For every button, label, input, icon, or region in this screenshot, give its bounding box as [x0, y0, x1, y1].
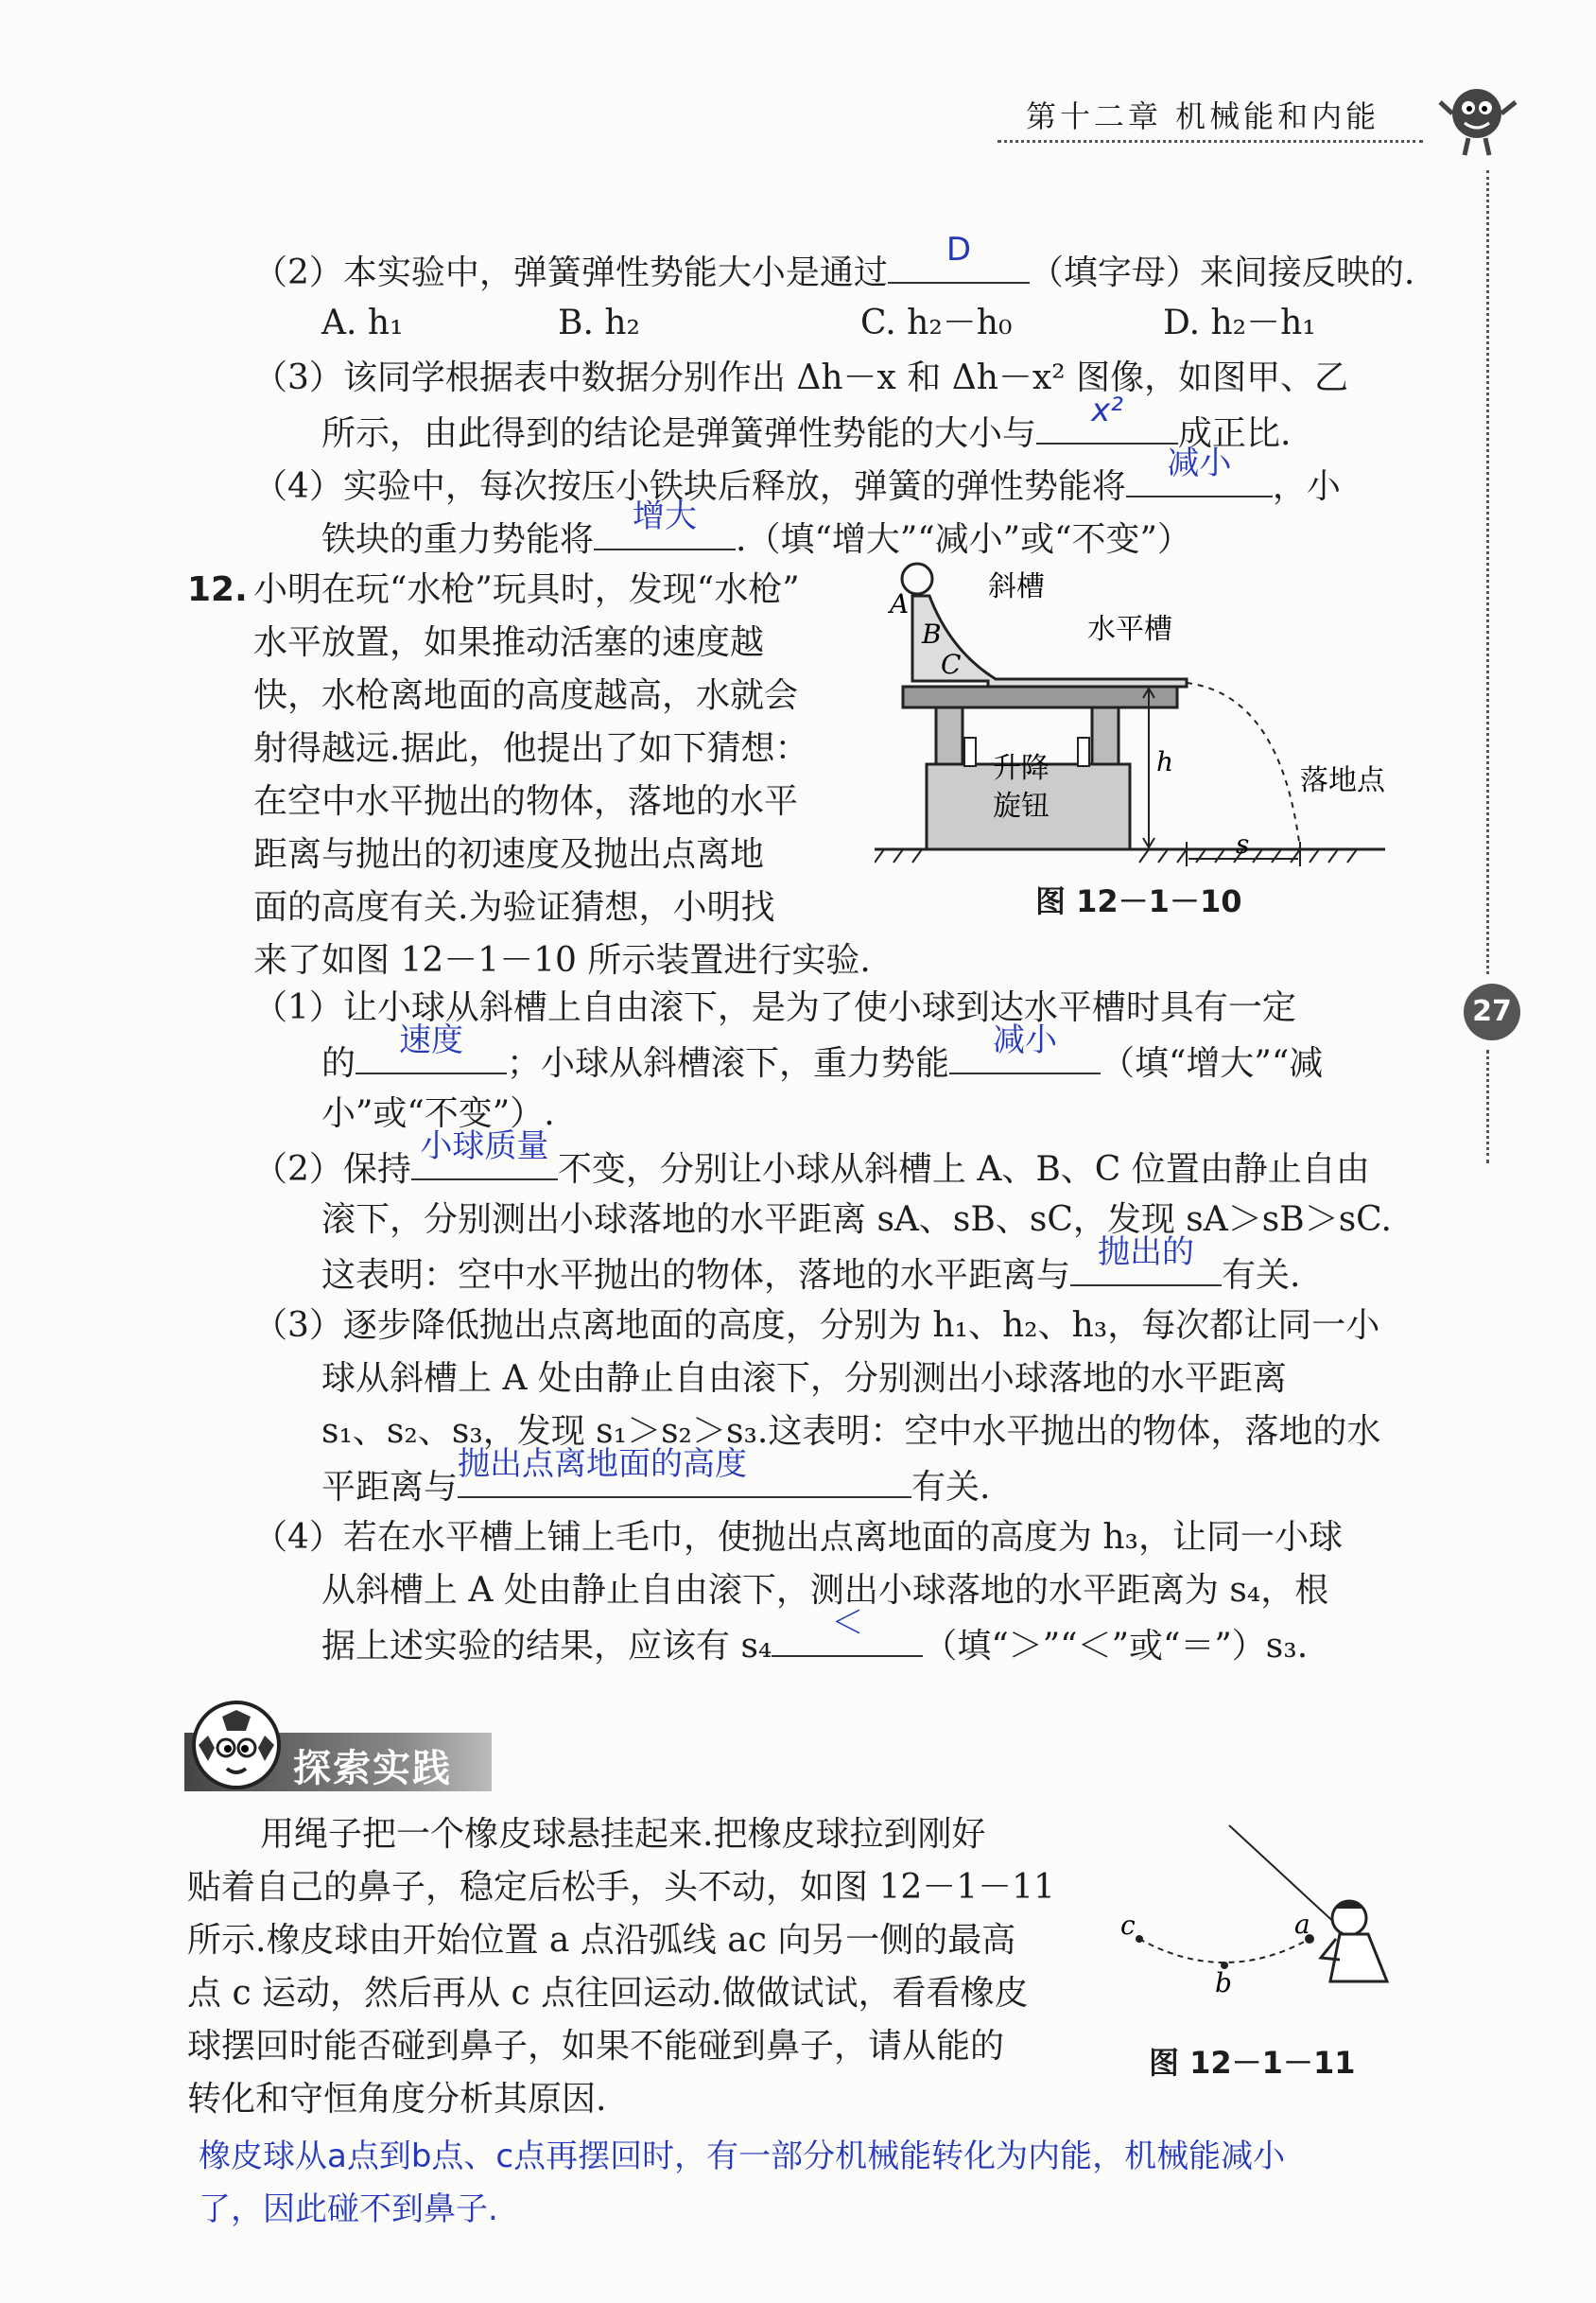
header-divider: [998, 140, 1423, 143]
margin-divider-lower: [1486, 1050, 1489, 1163]
table-top: [903, 687, 1177, 707]
q11-p4-answer1: 减小: [1167, 445, 1232, 482]
football-mascot-icon: [184, 1693, 288, 1797]
q11-option-c: C. h₂－h₀: [860, 304, 1013, 342]
q12-part2-line1: [253, 1127, 1370, 1193]
q11-option-d: D. h₂－h₁: [1163, 304, 1316, 342]
q12-part3-line2: 球从斜槽上 A 处由静止自由滚下，分别测出小球落地的水平距离: [321, 1359, 1287, 1398]
q12-p4-answer: ＜: [831, 1604, 864, 1642]
q12-intro-2: 水平放置，如果推动活塞的速度越: [253, 623, 765, 662]
table-leg-left: [936, 707, 963, 764]
q11-p3-answer: x²: [1091, 392, 1123, 429]
trajectory: [1187, 683, 1300, 849]
person-body: [1330, 1934, 1387, 1981]
label-B: B: [922, 619, 942, 650]
figure-12-1-11: [1120, 1806, 1414, 1996]
label-channel: 水平槽: [1087, 613, 1172, 646]
q12-p2-answer2: 抛出的: [1098, 1233, 1195, 1271]
q12-p4-text-b: （填“＞”“＜”或“＝”）s₃.: [923, 1627, 1309, 1666]
q12-p2-blank2: [1070, 1233, 1222, 1286]
q12-part3-line1: （3）逐步降低抛出点离地面的高度，分别为 h₁、h₂、h₃，每次都让同一小: [253, 1306, 1380, 1345]
q11-p4-answer2: 增大: [633, 497, 698, 535]
label-s: s: [1236, 829, 1250, 860]
q12-part2-line3: [321, 1233, 1301, 1299]
q11-p4-blank1: [1126, 445, 1273, 497]
q12-intro-3: 快，水枪离地面的高度越高，水就会: [253, 676, 799, 715]
label-h: h: [1156, 746, 1174, 777]
section-title: 探索实践: [293, 1747, 452, 1790]
q12-p4-blank: [772, 1604, 923, 1657]
q11-part2-line: [253, 231, 1415, 296]
label-C: C: [941, 649, 962, 680]
label-knob-2: 旋钮: [993, 790, 1050, 823]
q12-part1-line2: [321, 1021, 1324, 1087]
margin-divider: [1486, 170, 1489, 974]
q11-p2-text-a: （2）本实验中，弹簧弹性势能大小是通过: [253, 253, 888, 292]
q11-p4-text-b: ，小: [1272, 467, 1341, 506]
q11-p2-answer: D: [945, 231, 971, 269]
q11-p2-text-b: （填字母）来间接反映的.: [1029, 253, 1415, 292]
q12-p2-text-a: （2）保持: [253, 1150, 411, 1189]
q11-p4-text-c: 铁块的重力势能将: [321, 520, 595, 559]
label-chute: 斜槽: [988, 570, 1045, 603]
q11-p2-blank: [888, 231, 1030, 284]
q12-p2-blank1: [411, 1127, 558, 1180]
label-b: b: [1215, 1967, 1232, 1996]
figure-12-1-11-caption: 图 12－1－11: [1149, 2045, 1356, 2081]
explore-para-2: 贴着自己的鼻子，稳定后松手，头不动，如图 12－1－11: [187, 1868, 1055, 1907]
table-leg-right: [1092, 707, 1119, 764]
q12-p1-answer2: 减小: [993, 1021, 1058, 1059]
explore-para-5: 球摆回时能否碰到鼻子，如果不能碰到鼻子，请从能的: [187, 2027, 1005, 2066]
q12-intro-6: 距离与抛出的初速度及抛出点离地: [253, 835, 765, 874]
q12-intro-5: 在空中水平抛出的物体，落地的水平: [253, 782, 799, 821]
explore-answer-1: 橡皮球从a点到b点、c点再摆回时，有一部分机械能转化为内能，机械能减小: [199, 2137, 1286, 2175]
q12-p3-answer: 抛出点离地面的高度: [458, 1445, 748, 1483]
explore-para-6: 转化和守恒角度分析其原因.: [187, 2080, 607, 2119]
q12-intro-4: 射得越远.据此，他提出了如下猜想：: [253, 729, 809, 768]
q12-p1-answer1: 速度: [399, 1021, 464, 1059]
q12-p1-blank2: [949, 1021, 1101, 1074]
q11-option-a: A. h₁: [321, 304, 404, 342]
explore-para-1: 用绳子把一个橡皮球悬挂起来.把橡皮球拉到刚好: [260, 1815, 986, 1854]
q12-p4-text-a: 据上述实验的结果，应该有 s₄: [321, 1627, 772, 1666]
q12-p2-answer1: 小球质量: [420, 1127, 549, 1165]
explore-para-3: 所示.橡皮球由开始位置 a 点沿弧线 ac 向另一侧的最高: [187, 1921, 1016, 1960]
q12-p2-text-d: 有关.: [1222, 1256, 1301, 1295]
q12-part2-line2: 滚下，分别测出小球落地的水平距离 sA、sB、sC，发现 sA＞sB＞sC.: [321, 1200, 1392, 1239]
q11-part4-line2: [321, 497, 1191, 563]
swing-arc: [1139, 1939, 1310, 1963]
q11-p4-blank2: [594, 497, 736, 550]
q12-intro-7: 面的高度有关.为验证猜想，小明找: [253, 888, 775, 927]
q12-p1-text-a: 的: [321, 1044, 356, 1083]
figure-12-1-10-caption: 图 12－1－10: [1035, 883, 1242, 919]
q12-p1-blank1: [356, 1021, 507, 1074]
q12-part4-line3: [321, 1604, 1309, 1669]
q12-part3-line4: [321, 1445, 991, 1510]
chapter-header: 第十二章 机械能和内能: [1026, 98, 1380, 134]
q12-intro-8: 来了如图 12－1－10 所示装置进行实验.: [253, 941, 871, 980]
q12-p2-text-b: 不变，分别让小球从斜槽上 A、B、C 位置由静止自由: [557, 1150, 1370, 1189]
q12-p1-text-c: （填“增大”“减: [1101, 1044, 1324, 1083]
label-c: c: [1120, 1910, 1136, 1941]
q11-p3-text-a: 所示，由此得到的结论是弹簧弹性势能的大小与: [321, 414, 1037, 453]
page-number: 27: [1464, 984, 1520, 1040]
label-a: a: [1294, 1909, 1310, 1940]
q11-p3-text-b: 成正比.: [1178, 414, 1292, 453]
q11-part4-line1: [253, 445, 1341, 510]
q11-part3-line1: （3）该同学根据表中数据分别作出 Δh－x 和 Δh－x² 图像，如图甲、乙: [253, 358, 1349, 397]
q12-intro-1: 小明在玩“水枪”玩具时，发现“水枪”: [253, 570, 800, 609]
q12-p2-text-c: 这表明：空中水平抛出的物体，落地的水平距离与: [321, 1256, 1071, 1295]
q12-number: 12.: [187, 570, 248, 609]
q12-p3-text-b: 有关.: [911, 1468, 991, 1507]
q12-part1-line1: （1）让小球从斜槽上自由滚下，是为了使小球到达水平槽时具有一定: [253, 988, 1296, 1027]
q12-p3-text-a: 平距离与: [321, 1468, 459, 1507]
label-knob-1: 升降: [993, 752, 1050, 785]
explore-para-4: 点 c 运动，然后再从 c 点往回运动.做做试试，看看橡皮: [187, 1974, 1029, 2013]
q12-p1-text-b: ；小球从斜槽滚下，重力势能: [507, 1044, 950, 1083]
q12-p3-blank: [458, 1445, 911, 1498]
label-landing: 落地点: [1300, 764, 1385, 797]
q12-part3-line3: s₁、s₂、s₃，发现 s₁＞s₂＞s₃.这表明：空中水平抛出的物体，落地的水: [321, 1412, 1381, 1451]
q11-option-b: B. h₂: [558, 304, 640, 342]
q11-p3-blank: [1036, 392, 1178, 445]
figure-12-1-10: [875, 558, 1404, 870]
mascot-icon: [1432, 76, 1522, 161]
label-A: A: [890, 588, 910, 619]
q12-part4-line2: 从斜槽上 A 处由静止自由滚下，测出小球落地的水平距离为 s₄，根: [321, 1571, 1329, 1610]
explore-answer-2: 了，因此碰不到鼻子.: [199, 2190, 498, 2228]
q12-part4-line1: （4）若在水平槽上铺上毛巾，使抛出点离地面的高度为 h₃，让同一小球: [253, 1518, 1343, 1557]
q11-p4-text-d: .（填“增大”“减小”或“不变”）: [736, 520, 1191, 559]
q11-p4-text-a: （4）实验中，每次按压小铁块后释放，弹簧的弹性势能将: [253, 467, 1126, 506]
q12-part1-line3: 小”或“不变”）.: [321, 1094, 555, 1133]
